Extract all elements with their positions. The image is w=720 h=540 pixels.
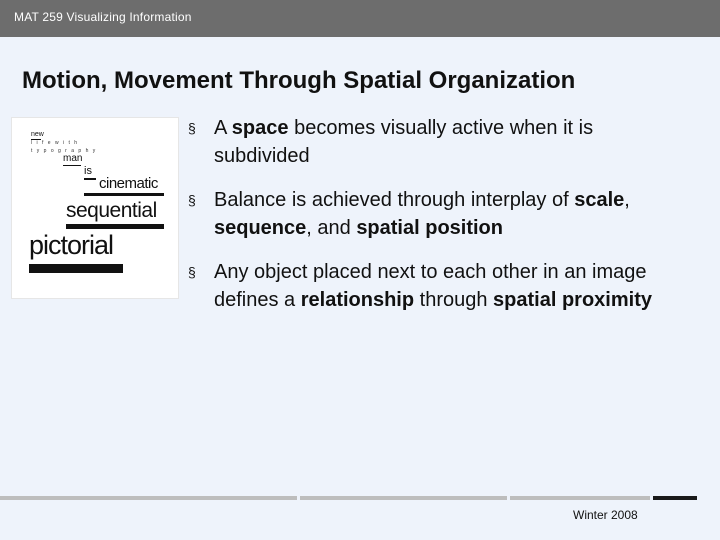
poster-small-line: t y p o g r a p h y: [31, 148, 97, 154]
bullet-text: becomes visually active when it is subdivided: [214, 117, 594, 167]
bullet-list: [188, 114, 688, 330]
bullet-text-bold: spatial position: [356, 217, 503, 239]
bullet-text-bold: relationship: [300, 289, 415, 311]
poster-word-man: man: [63, 153, 83, 164]
bullet-item: [188, 186, 688, 242]
footer-divider-accent: [653, 496, 697, 500]
bullet-text-bold: scale: [574, 189, 625, 211]
bullet-text: ,: [624, 189, 630, 211]
course-title: MAT 259 Visualizing Information: [14, 10, 192, 24]
bullet-text-bold: spatial proximity: [493, 289, 652, 311]
poster-word-is: is: [84, 165, 92, 177]
bullet-item: [188, 258, 688, 314]
poster-small-line: l i f e w i t h: [31, 140, 79, 146]
bullet-text-bold: space: [231, 117, 289, 139]
poster-rule: [84, 193, 164, 196]
bullet-marker: §: [188, 264, 196, 280]
poster-rule: [63, 165, 81, 166]
bullet-marker: §: [188, 192, 196, 208]
poster-rule: [66, 224, 164, 229]
footer-date: Winter 2008: [573, 508, 638, 522]
footer-divider: [0, 496, 297, 500]
bullet-marker: §: [188, 120, 196, 136]
footer-divider: [510, 496, 650, 500]
bullet-text: Balance is achieved through interplay of: [214, 189, 575, 211]
typographic-poster-image: [12, 118, 178, 298]
header-bar: [0, 0, 720, 37]
poster-word-sequential: sequential: [66, 199, 157, 222]
bullet-text: A: [214, 117, 232, 139]
bullet-text: , and: [306, 217, 357, 239]
poster-rule: [84, 178, 96, 180]
poster-word-cinematic: cinematic: [99, 175, 158, 192]
slide-title: Motion, Movement Through Spatial Organization: [22, 67, 576, 94]
bullet-text: through: [414, 289, 494, 311]
poster-rule: [29, 264, 123, 273]
poster-word-pictorial: pictorial: [29, 230, 114, 260]
bullet-text: Any object placed next to each other in an image defines a: [214, 261, 647, 311]
bullet-item: [188, 114, 688, 170]
footer-divider: [300, 496, 507, 500]
poster-word-new: new: [31, 131, 44, 138]
bullet-text-bold: sequence: [214, 217, 307, 239]
